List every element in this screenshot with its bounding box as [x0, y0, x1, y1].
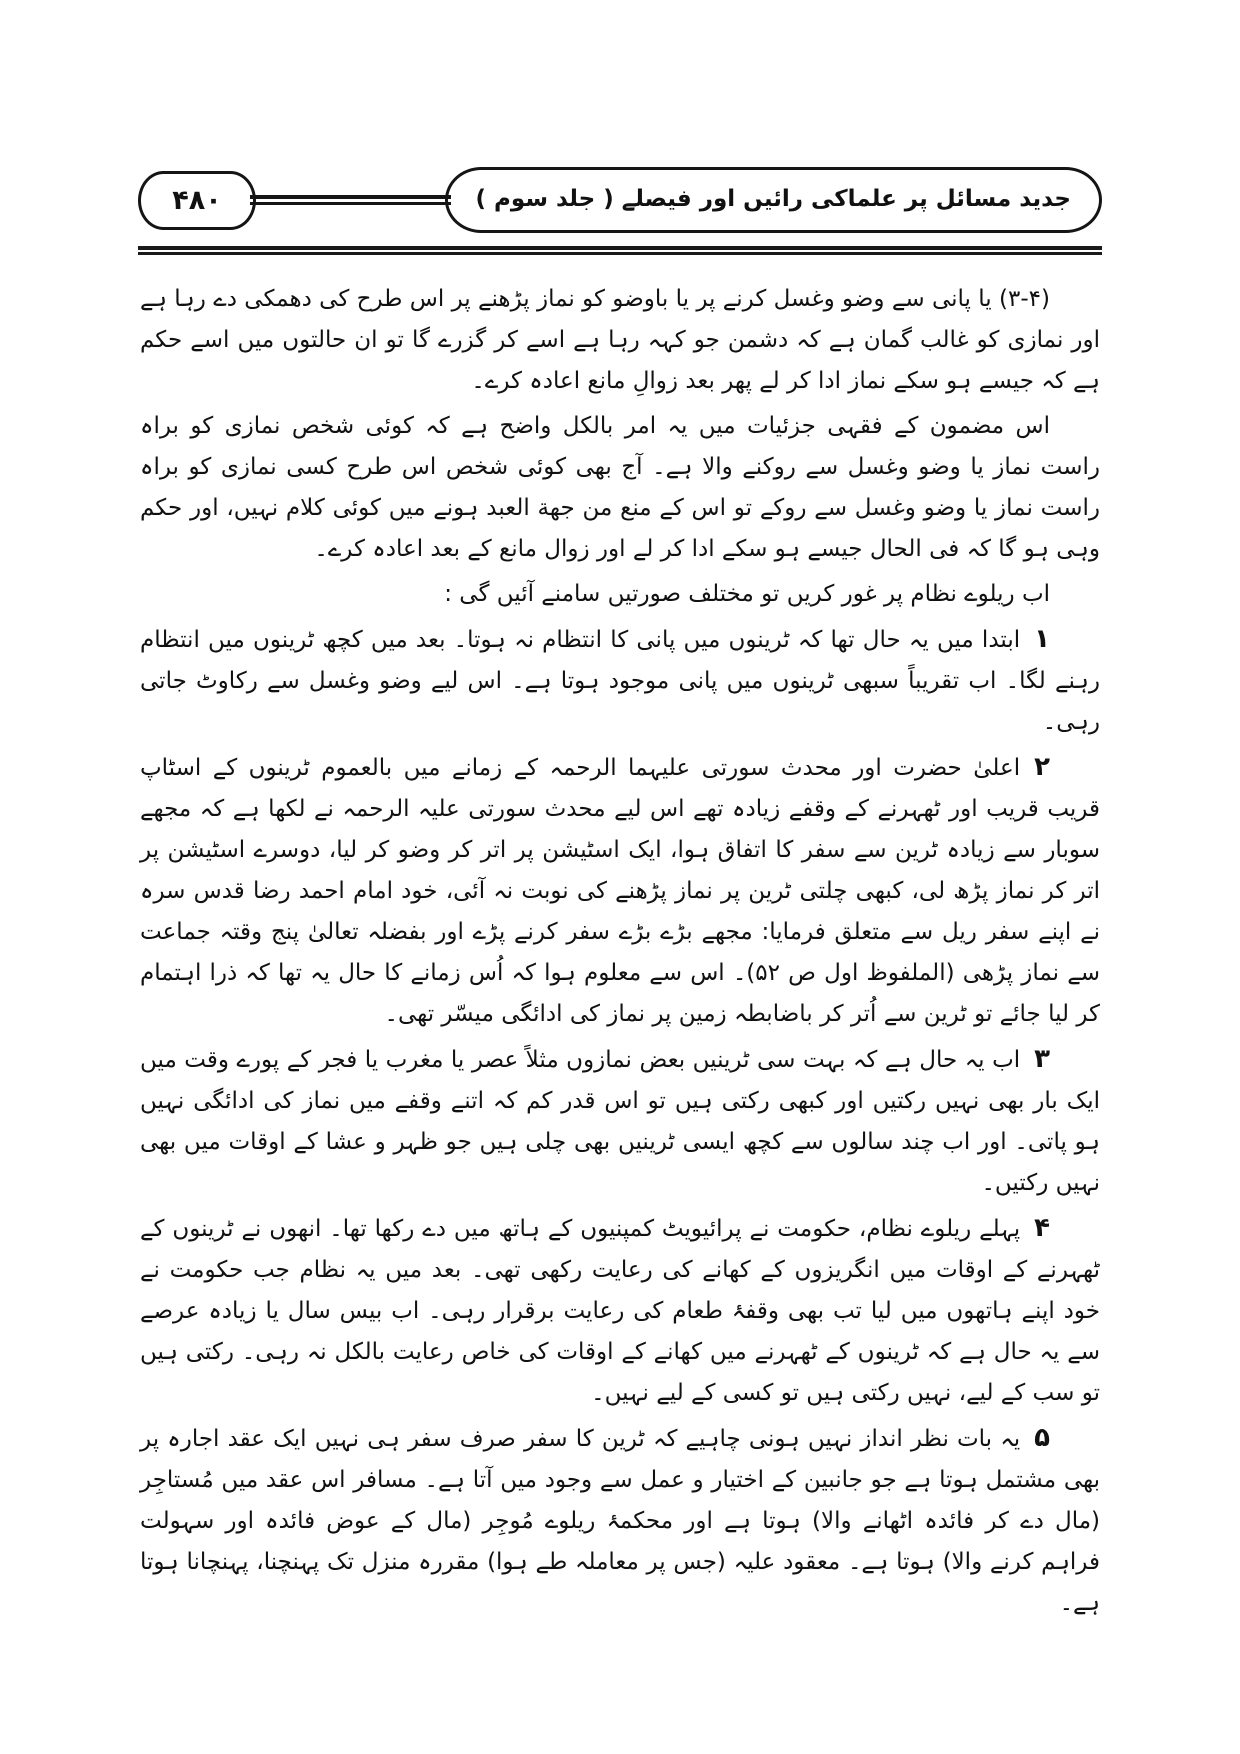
item-number-2: ۲: [1034, 752, 1050, 782]
list-item-1: [140, 619, 1100, 743]
item-number-1: ۱: [1034, 624, 1050, 654]
item-text-5: یہ بات نظر انداز نہیں ہونی چاہیے کہ ٹرین کا سفر صرف سفر ہی نہیں ایک عقد اجارہ پر بھی مشتمل ہوتا ہے جو جانبین کے اختیار و عمل سے وجود میں آتا ہے۔ مسافر اس عقد میں مُستاجِر (مال دے کر فائدہ اٹھانے والا) ہوتا ہے اور محکمۂ ریلوے مُوجِر (مال کے عوض فائدہ اور سہولت فراہم کرنے والا) ہوتا ہے۔ معقود علیہ (جس پر معاملہ طے ہوا) مقررہ منزل تک پہنچنا، پہنچانا ہوتا ہے۔: [140, 1426, 1100, 1616]
item-text-4: پہلے ریلوے نظام، حکومت نے پرائیویٹ کمپنیوں کے ہاتھ میں دے رکھا تھا۔ انھوں نے ٹرینوں کے ٹھہرنے کے اوقات میں انگریزوں کے کھانے کی رعایت رکھی تھی۔ بعد میں یہ نظام جب حکومت نے خود اپنے ہاتھوں میں لیا تب بھی وقفۂ طعام کی رعایت برقرار رہی۔ اب بیس سال یا زیادہ عرصے سے یہ حال ہے کہ ٹرینوں کے ٹھہرنے میں کھانے کے اوقات کی خاص رعایت بالکل نہ رہی۔ رکتی ہیں تو سب کے لیے، نہیں رکتی ہیں تو کسی کے لیے نہیں۔: [140, 1216, 1100, 1406]
item-text-2: اعلیٰ حضرت اور محدث سورتی علیہما الرحمہ کے زمانے میں بالعموم ٹرینوں کے اسٹاپ قریب قریب اور ٹھہرنے کے وقفے زیادہ تھے اس لیے محدث سورتی علیہ الرحمہ نے لکھا ہے کہ مجھے سوبار سے زیادہ ٹرین سے سفر کا اتفاق ہوا، ایک اسٹیشن پر اتر کر وضو کر لیا، دوسرے اسٹیشن پر اتر کر نماز پڑھ لی، کبھی چلتی ٹرین پر نماز پڑھنے کی نوبت نہ آئی، خود امام احمد رضا قدس سرہ نے اپنے سفر ریل سے متعلق فرمایا: مجھے بڑے بڑے سفر کرنے پڑے اور بفضلہ تعالیٰ پنج وقتہ جماعت سے نماز پڑھی (الملفوظ اول ص ۵۲)۔ اس سے معلوم ہوا کہ اُس زمانے کا حال یہ تھا کہ ذرا اہتمام کر لیا جائے تو ٹرین سے اُتر کر باضابطہ زمین پر نماز کی ادائگی میسّر تھی۔: [140, 755, 1100, 1027]
list-item-5: [140, 1418, 1100, 1624]
list-item-2: [140, 747, 1100, 1035]
header-connector-rule: [250, 195, 451, 205]
paragraph-fiqh-explanation: اس مضمون کے فقہی جزئیات میں یہ امر بالکل واضح ہے کہ کوئی شخص نمازی کو براہ راست نماز یا وضو وغسل سے روکنے والا ہے۔ آج بھی کوئی شخص اس طرح کسی نمازی کو براہ راست نماز یا وضو وغسل سے روکے تو اس کے منع من جهة العبد ہونے میں کوئی کلام نہیں، اور حکم وہی ہو گا کہ فی الحال جیسے ہو سکے ادا کر لے اور زوال مانع کے بعد اعادہ کرے۔: [140, 413, 1100, 562]
book-title-badge: جدید مسائل پر علماکی رائیں اور فیصلے ( جلد سوم ): [445, 167, 1102, 233]
item-number-4: ۴: [1034, 1213, 1050, 1243]
page-header: [138, 163, 1102, 237]
page-number-badge: ۴۸۰: [138, 171, 256, 230]
paragraph-ruling: (۳-۴) یا پانی سے وضو وغسل کرنے پر یا باوضو کو نماز پڑھنے پر اس طرح کی دھمکی دے رہا ہے اور نمازی کو غالب گمان ہے کہ دشمن جو کہہ رہا ہے اسے کر گزرے گا تو ان حالتوں میں اسے حکم ہے کہ جیسے ہو سکے نماز ادا کر لے پھر بعد زوالِ مانع اعادہ کرے۔: [140, 286, 1100, 394]
list-item-4: [140, 1208, 1100, 1414]
item-text-3: اب یہ حال ہے کہ بہت سی ٹرینیں بعض نمازوں مثلاً عصر یا مغرب یا فجر کے پورے وقت میں ایک بار بھی نہیں رکتیں اور کبھی رکتی ہیں تو اس قدر کم کہ اتنے وقفے میں نماز کی ادائگی نہیں ہو پاتی۔ اور اب چند سالوں سے کچھ ایسی ٹرینیں بھی چلی ہیں جو ظہر و عشا کے اوقات میں بھی نہیں رکتیں۔: [140, 1047, 1100, 1196]
page-body: [140, 279, 1100, 1624]
item-number-3: ۳: [1034, 1044, 1050, 1074]
item-number-5: ۵: [1034, 1423, 1050, 1453]
railway-cases-intro: اب ریلوے نظام پر غور کریں تو مختلف صورتیں سامنے آئیں گی :: [444, 581, 1050, 607]
item-text-1: ابتدا میں یہ حال تھا کہ ٹرینوں میں پانی کا انتظام نہ ہوتا۔ بعد میں کچھ ٹرینوں میں انتظام رہنے لگا۔ اب تقریباً سبھی ٹرینوں میں پانی موجود ہوتا ہے۔ اس لیے وضو وغسل سے رکاوٹ جاتی رہی۔: [140, 627, 1100, 735]
list-item-3: [140, 1039, 1100, 1204]
header-divider-rule: [138, 246, 1102, 255]
